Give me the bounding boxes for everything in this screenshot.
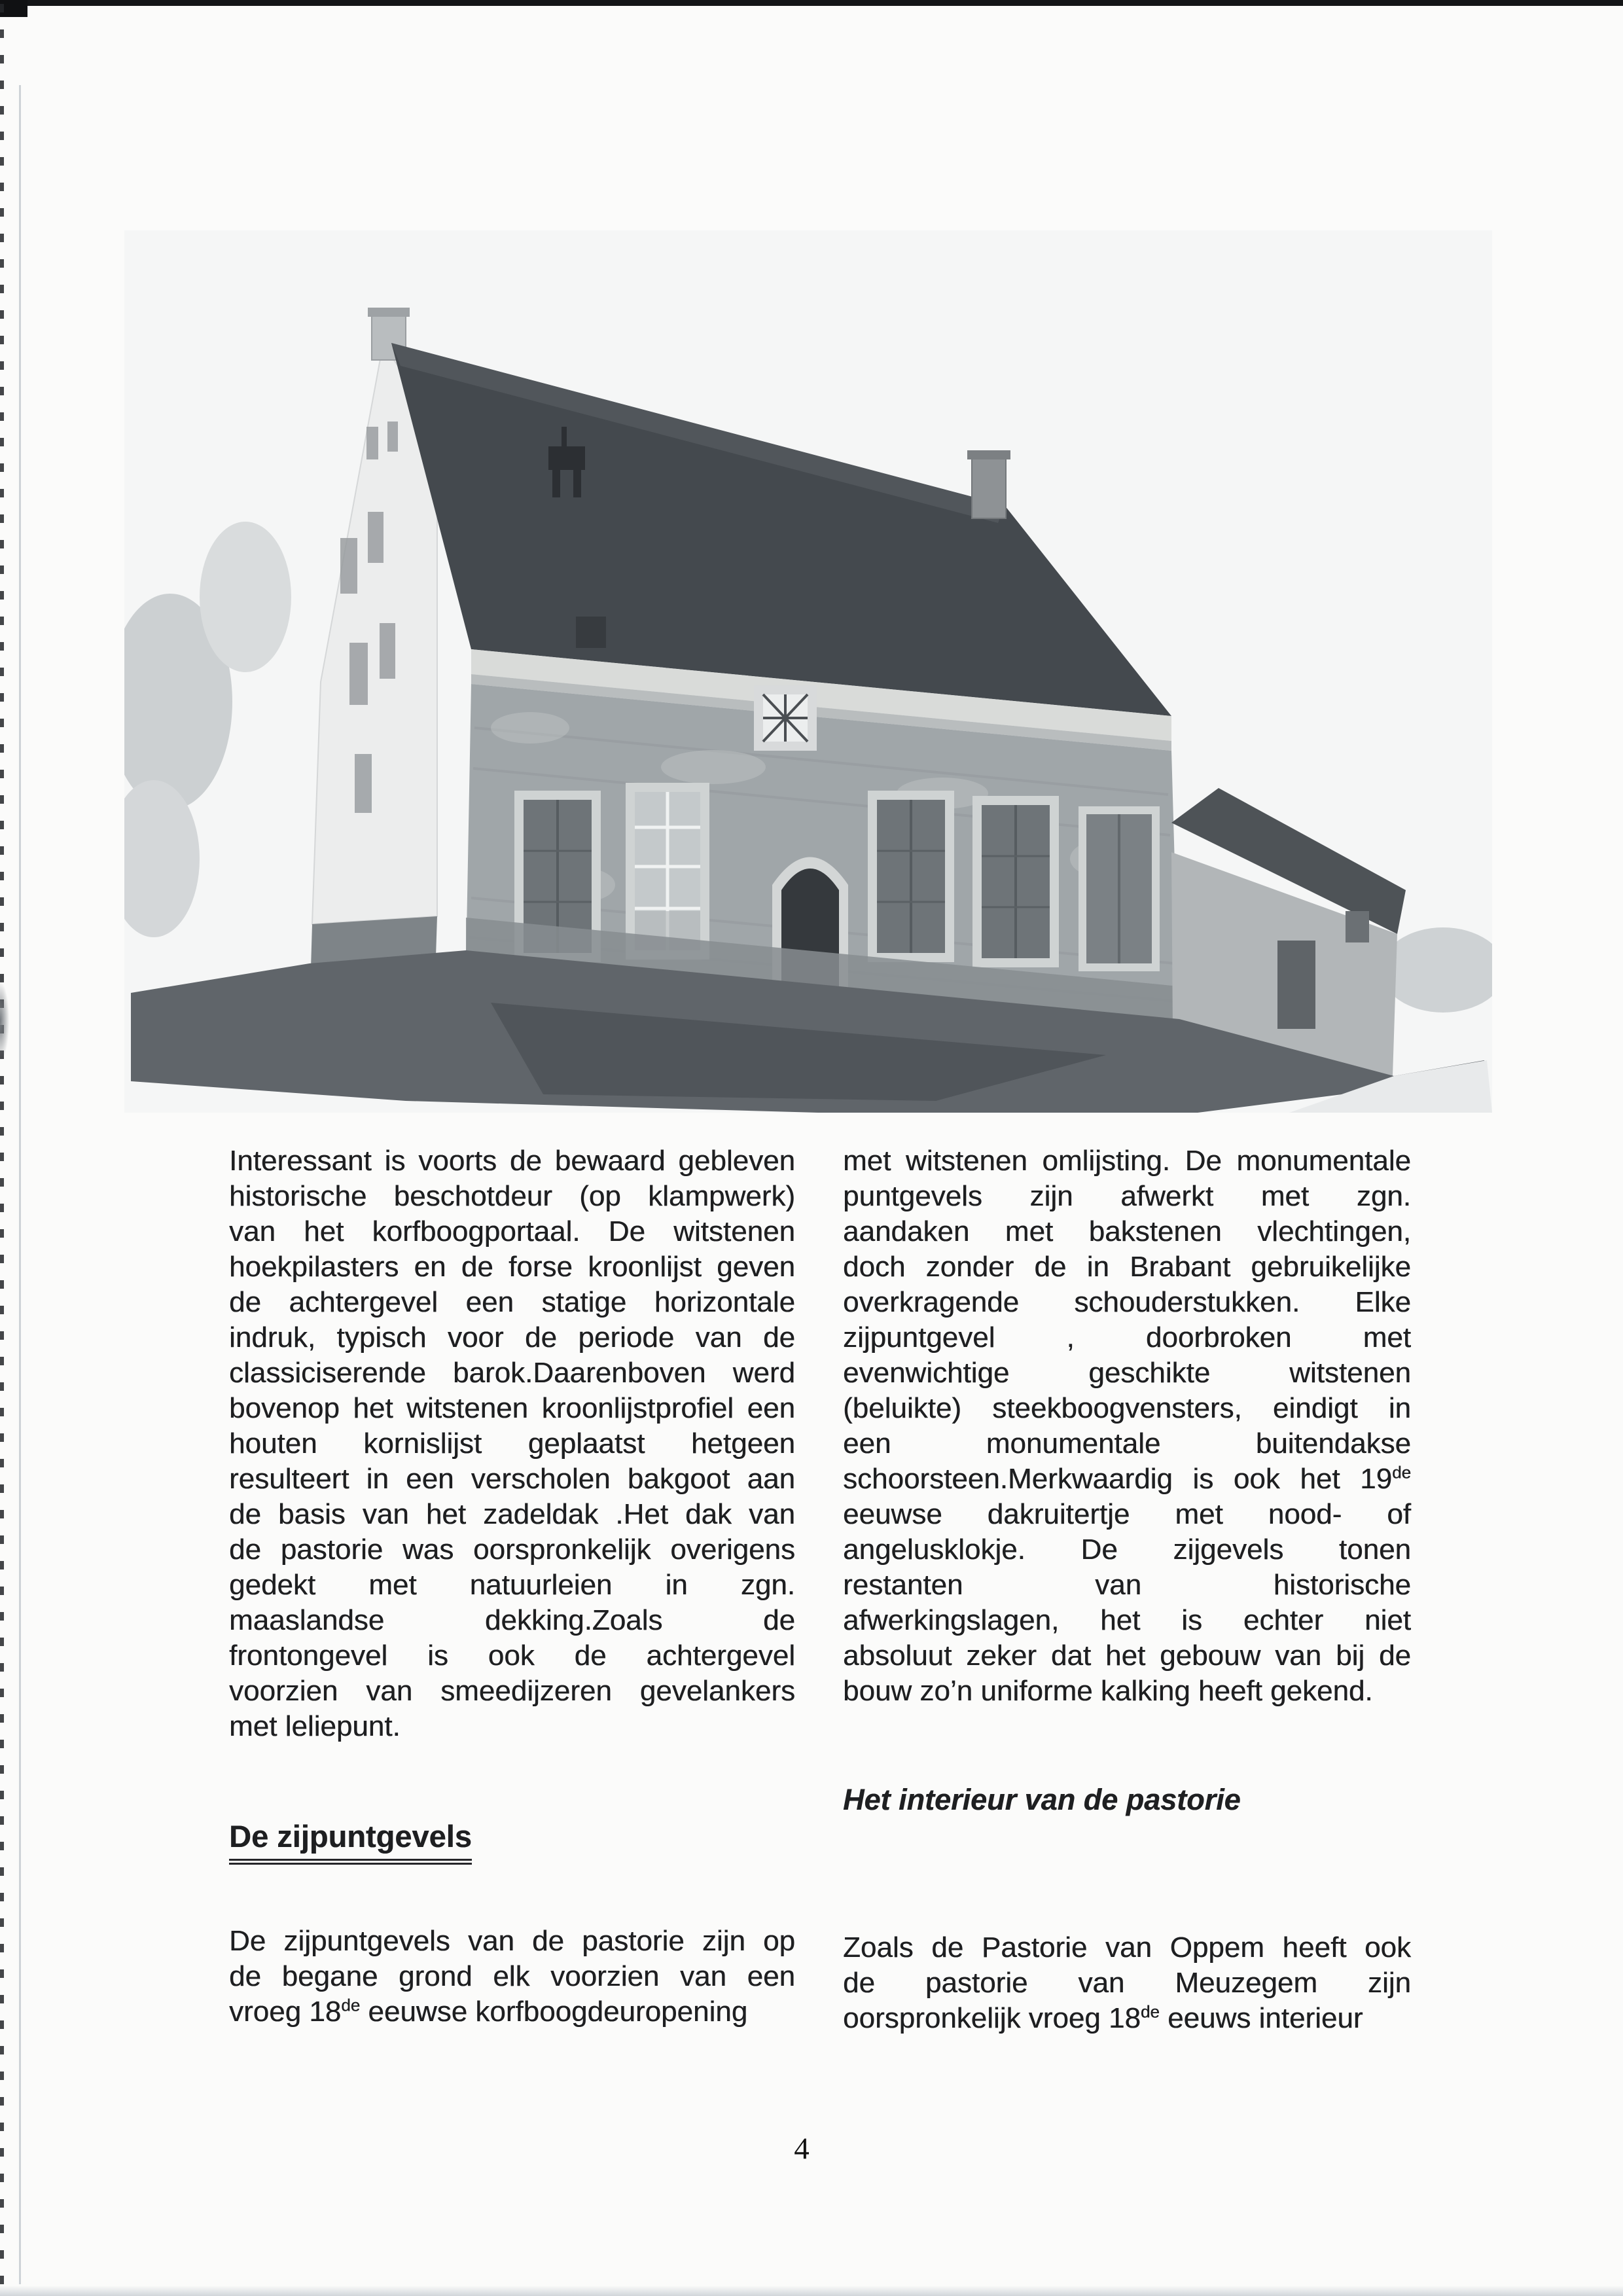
text-line: frontongevel is ook de achtergevel	[229, 1640, 795, 1672]
text-line: historische beschotdeur (op klampwerk)	[229, 1180, 795, 1212]
text-line: resulteert in een verscholen bakgoot aan	[229, 1463, 795, 1495]
ornament-window	[754, 685, 817, 751]
scan-left-smudge	[0, 982, 9, 1060]
scan-left-fold-line	[19, 85, 21, 2284]
tree-left-upper	[200, 522, 291, 672]
page-number: 4	[794, 2132, 810, 2166]
text-line: (beluikte) steekboogvensters, eindigt in	[843, 1392, 1411, 1424]
text-line: zijpuntgevel , doorbroken met	[843, 1321, 1411, 1354]
shuttered-window-3	[972, 796, 1059, 967]
scan-top-left-corner-mark	[0, 0, 27, 17]
text-line: de begane grond elk voorzien van een	[229, 1960, 795, 1992]
scan-left-edge-dashes	[0, 4, 4, 2291]
right-column-paragraph-2	[843, 1930, 1411, 2036]
text-line: eeuwse dakruitertje met nood- of	[843, 1498, 1411, 1530]
pastorie-photograph	[124, 230, 1492, 1113]
shuttered-window-4	[1079, 806, 1160, 971]
text-line: De zijpuntgevels van de pastorie zijn op	[229, 1925, 795, 1957]
text-line: bouw zo’n uniforme kalking heeft gekend.	[843, 1675, 1373, 1707]
text-line: Zoals de Pastorie van Oppem heeft ook	[843, 1931, 1411, 1964]
ridge-chimney	[972, 456, 1006, 518]
text-line: de pastorie was oorspronkelijk overigens	[229, 1534, 795, 1566]
text-line: de pastorie van Meuzegem zijn	[843, 1967, 1411, 1999]
section-heading-interieur: Het interieur van de pastorie	[843, 1783, 1241, 1816]
roof-dormer-slit	[576, 617, 606, 648]
text-line: een monumentale buitendakse	[843, 1427, 1411, 1460]
text-line: met witstenen omlijsting. De monumentale	[843, 1145, 1411, 1177]
glazed-window	[626, 783, 709, 960]
text-line: oorspronkelijk vroeg 18de eeuws interieur	[843, 2001, 1363, 2034]
text-line: overkragende schouderstukken. Elke	[843, 1286, 1411, 1318]
gable-chimney-cap	[368, 308, 410, 317]
text-line: de achtergevel een statige horizontale	[229, 1286, 795, 1318]
right-column-paragraph-1	[843, 1143, 1411, 1709]
section-heading-zijpuntgevels	[229, 1818, 472, 1865]
text-line: restanten van historische	[843, 1569, 1411, 1601]
text-line: doch zonder de in Brabant gebruikelijke	[843, 1251, 1411, 1283]
text-line: afwerkingslagen, het is echter niet	[843, 1604, 1411, 1636]
text-line: Interessant is voorts de bewaard gebleven	[229, 1145, 795, 1177]
left-column-paragraph-2	[229, 1924, 795, 2030]
scan-bottom-shadow	[0, 2286, 1623, 2296]
text-line: evenwichtige geschikte witstenen	[843, 1357, 1411, 1389]
annex-door	[1277, 941, 1315, 1029]
text-line: indruk, typisch voor de periode van de	[229, 1321, 795, 1354]
text-line: gedekt met natuurleien in zgn.	[229, 1569, 795, 1601]
text-line: de basis van het zadeldak .Het dak van	[229, 1498, 795, 1530]
annex-window	[1346, 911, 1369, 942]
text-line: schoorsteen.Merkwaardig is ook het 19de	[843, 1462, 1411, 1495]
text-line: maaslandse dekking.Zoals de	[229, 1604, 795, 1636]
text-line: voorzien van smeedijzeren gevelankers	[229, 1675, 795, 1707]
text-line: van het korfboogportaal. De witstenen	[229, 1215, 795, 1247]
text-line: classiciserende barok.Daarenboven werd	[229, 1357, 795, 1389]
text-line: angelusklokje. De zijgevels tonen	[843, 1534, 1411, 1566]
text-line: absoluut zeker dat het gebouw van bij de	[843, 1640, 1411, 1672]
scan-top-edge-bar	[0, 0, 1623, 6]
section-heading-text: De zijpuntgevels	[229, 1818, 472, 1865]
text-line: hoekpilasters en de forse kroonlijst geven	[229, 1251, 795, 1283]
text-line: bovenop het witstenen kroonlijstprofiel een	[229, 1392, 795, 1424]
shuttered-window-2	[868, 791, 954, 962]
text-line: houten kornislijst geplaatst hetgeen	[229, 1427, 795, 1460]
text-line: met leliepunt.	[229, 1710, 401, 1742]
left-column-paragraph-1	[229, 1143, 795, 1744]
text-line: vroeg 18de eeuwse korfboogdeuropening	[229, 1995, 748, 2028]
text-line: puntgevels zijn afwerkt met zgn.	[843, 1180, 1411, 1212]
text-line: aandaken met bakstenen vlechtingen,	[843, 1215, 1411, 1247]
ridge-chimney-cap	[967, 450, 1010, 459]
